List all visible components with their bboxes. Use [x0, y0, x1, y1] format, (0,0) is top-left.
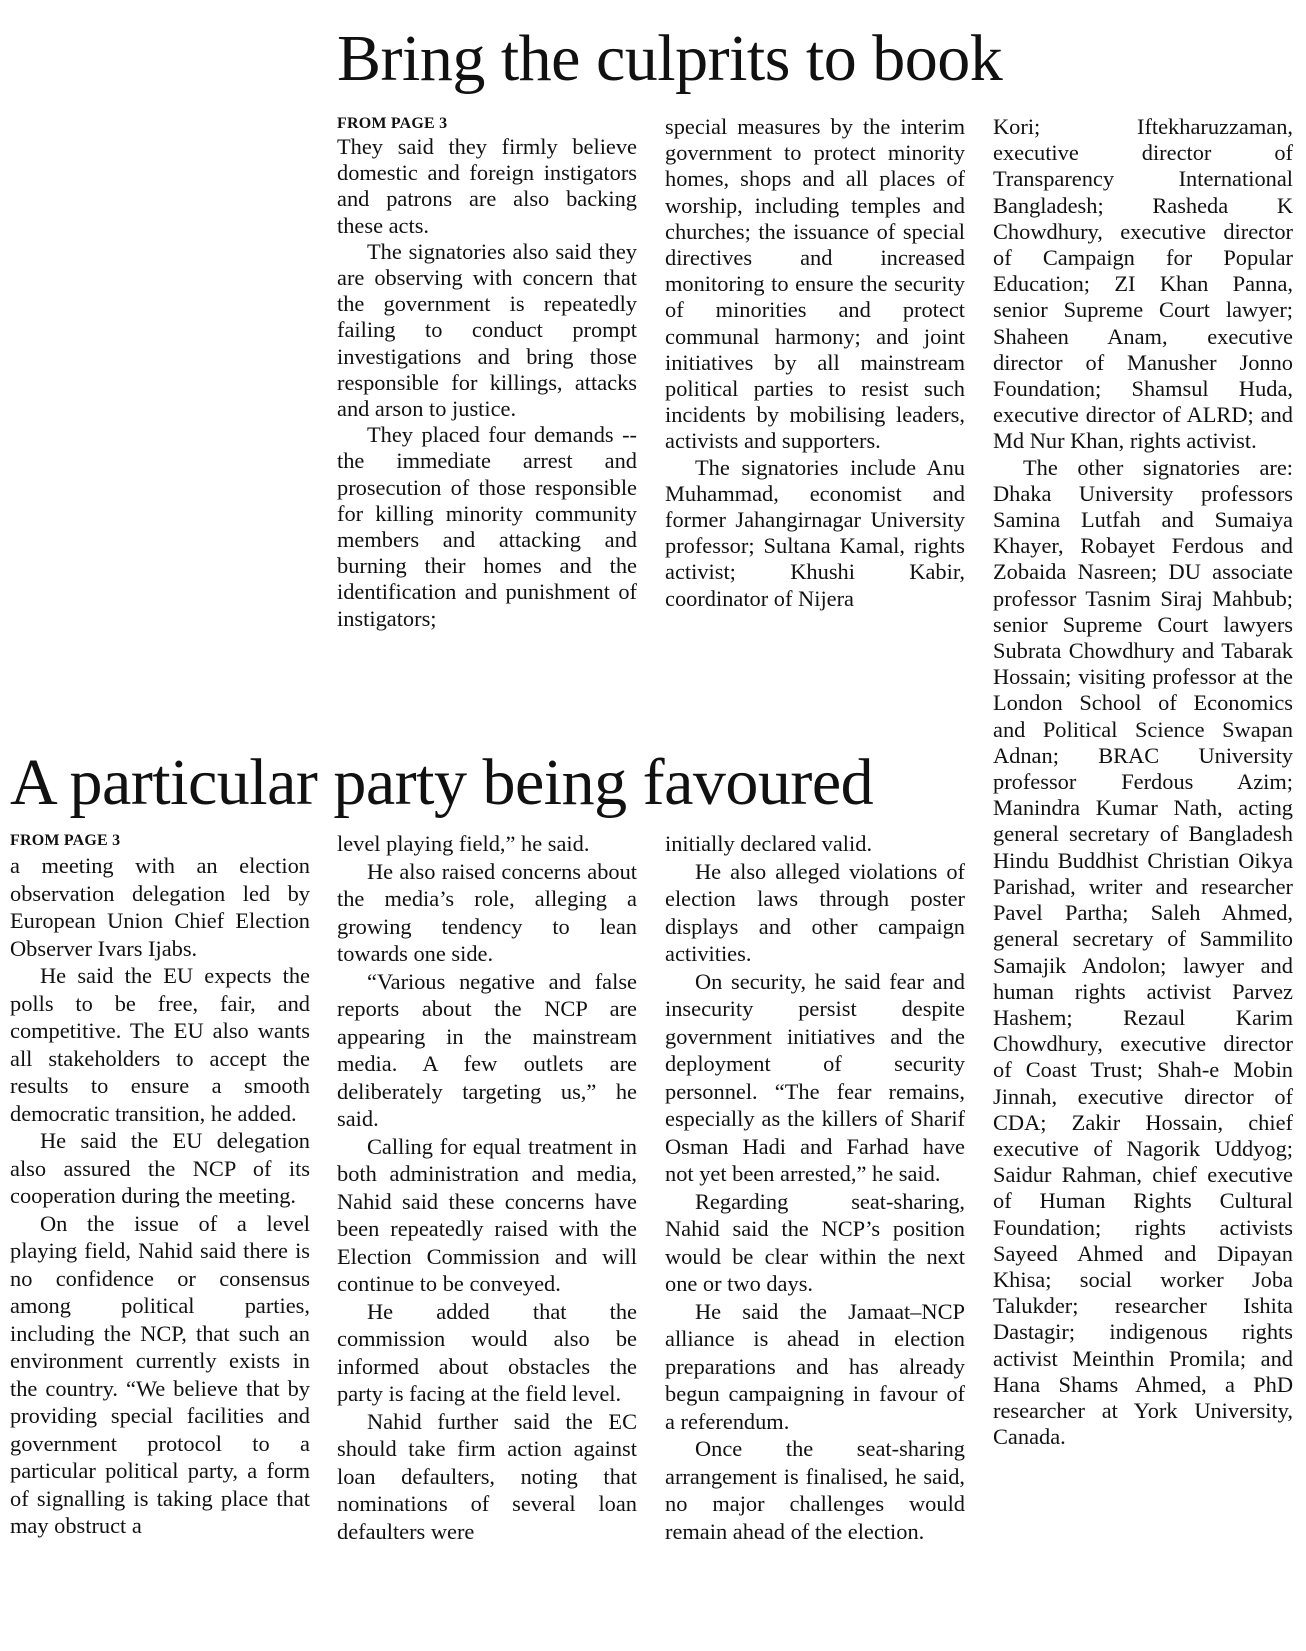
story2-col3-paragraph: He also alleged violations of election laws through poster displays and other campaign activities. — [665, 858, 965, 966]
story2-col1-paragraph: He said the EU expects the polls to be free, fair, and competitive. The EU also wants all stakeholders to accept the results to ensure a smooth democratic transition, he added. — [10, 963, 310, 1126]
story2-col2-paragraph: “Various negative and false reports about the NCP are appearing in the mainstream media. A few outlets are deliberately targeting us,” he said. — [337, 968, 637, 1131]
story1-column-3 — [993, 114, 1293, 1644]
story1-col2-paragraph: special measures by the interim government to protect minority homes, shops and all places of worship, including temples and churches; the issuance of special directives and increased monitoring to ensure the security of minorities and protect communal harmony; and joint initiatives by all mainstream political parties to resist such incidents by mobilising leaders, activists and supporters. — [665, 114, 965, 454]
story2-column-2 — [337, 830, 637, 1648]
story2-col3-paragraph: Once the seat-sharing arrangement is finalised, he said, no major challenges would remain ahead of the election. — [665, 1436, 965, 1544]
story2-col1-paragraph: a meeting with an election observation delegation led by European Union Chief Election Observer Ivars Ijabs. — [10, 853, 310, 961]
story1-col1-paragraph: They said they firmly believe domestic and foreign instigators and patrons are also backing these acts. — [337, 134, 637, 238]
story1-col3-paragraph: Kori; Iftekharuzzaman, executive director of Transparency International Bangladesh; Rasheda K Chowdhury, executive director of Campaign for Popular Education; ZI Khan Panna, senior Supreme Court lawyer; Shaheen Anam, executive director of Manusher Jonno Foundation; Shamsul Huda, executive director of ALRD; and Md Nur Khan, rights activist. — [993, 114, 1293, 454]
story2-col3-paragraph: On security, he said fear and insecurity persist despite government initiatives and the deployment of security personnel. “The fear remains, especially as the killers of Sharif Osman Hadi and Farhad have not yet been arrested,” he said. — [665, 968, 965, 1186]
story2-col2-paragraph: level playing field,” he said. — [337, 831, 590, 856]
story2-kicker: FROM PAGE 3 — [10, 832, 121, 849]
story2-col2-paragraph: He also raised concerns about the media’s role, alleging a growing tendency to lean towards one side. — [337, 858, 637, 966]
story1-headline: Bring the culprits to book — [337, 22, 1003, 95]
story1-column-2 — [665, 114, 965, 724]
story1-col3-paragraph: The other signatories are: Dhaka University professors Samina Lutfah and Sumaiya Khayer, Robayet Ferdous and Zobaida Nasreen; DU associate professor Tasnim Siraj Mahbub; senior Supreme Court lawyers Subrata Chowdhury and Tabarak Hossain; visiting professor at the London School of Economics and Political Science Swapan Adnan; BRAC University professor Ferdous Azim; Manindra Kumar Nath, acting general secretary of Bangladesh Hindu Buddhist Christian Oikya Parishad, writer and researcher Pavel Partha; Saleh Ahmed, general secretary of Sammilito Samajik Andolon; lawyer and human rights activist Parvez Hashem; Rezaul Karim Chowdhury, executive director of Coast Trust; Shah-e Mobin Jinnah, executive director of CDA; Zakir Hossain, chief executive of Nagorik Uddyog; Saidur Rahman, chief executive of Human Rights Cultural Foundation; rights activists Sayeed Ahmed and Dipayan Khisa; social worker Joba Talukder; researcher Ishita Dastagir; indigenous rights activist Meinthin Promila; and Hana Shams Ahmed, a PhD researcher at York University, Canada. — [993, 454, 1293, 1450]
story1-col1-paragraph: The signatories also said they are observing with concern that the government is repeatedly failing to conduct prompt investigations and bring those responsible for killings, attacks and arson to justice. — [337, 238, 637, 422]
story1-kicker: FROM PAGE 3 — [337, 115, 448, 132]
story2-col3-paragraph: Regarding seat-sharing, Nahid said the NCP’s position would be clear within the next one or two days. — [665, 1188, 965, 1296]
story1-column-1 — [337, 114, 637, 724]
story2-col3-paragraph: initially declared valid. — [665, 831, 873, 856]
story1-col2-paragraph: The signatories include Anu Muhammad, economist and former Jahangirnagar University professor; Sultana Kamal, rights activist; Khushi Kabir, coordinator of Nijera — [665, 454, 965, 611]
story2-col2-paragraph: Nahid further said the EC should take firm action against loan defaulters, noting that nominations of several loan defaulters were — [337, 1408, 637, 1544]
story2-column-1 — [10, 830, 310, 1648]
story2-column-3 — [665, 830, 965, 1648]
story2-col1-paragraph: He said the EU delegation also assured the NCP of its cooperation during the meeting. — [10, 1128, 310, 1208]
story2-col1-paragraph: On the issue of a level playing field, Nahid said there is no confidence or consensus among political parties, including the NCP, that such an environment currently exists in the country. “We believe that by providing special facilities and government protocol to a particular political party, a form of signalling is taking place that may obstruct a — [10, 1210, 310, 1538]
story2-col3-paragraph: He said the Jamaat–NCP alliance is ahead in election preparations and has already begun campaigning in favour of a referendum. — [665, 1298, 965, 1434]
story2-col2-paragraph: He added that the commission would also be informed about obstacles the party is facing at the field level. — [337, 1298, 637, 1406]
story2-col2-paragraph: Calling for equal treatment in both administration and media, Nahid said these concerns have been repeatedly raised with the Election Commission and will continue to be conveyed. — [337, 1133, 637, 1296]
story2-headline: A particular party being favoured — [10, 746, 874, 819]
story1-col1-paragraph: They placed four demands -- the immediate arrest and prosecution of those responsible for killing minority community members and attacking and burning their homes and the identification and punishment of instigators; — [337, 422, 637, 631]
